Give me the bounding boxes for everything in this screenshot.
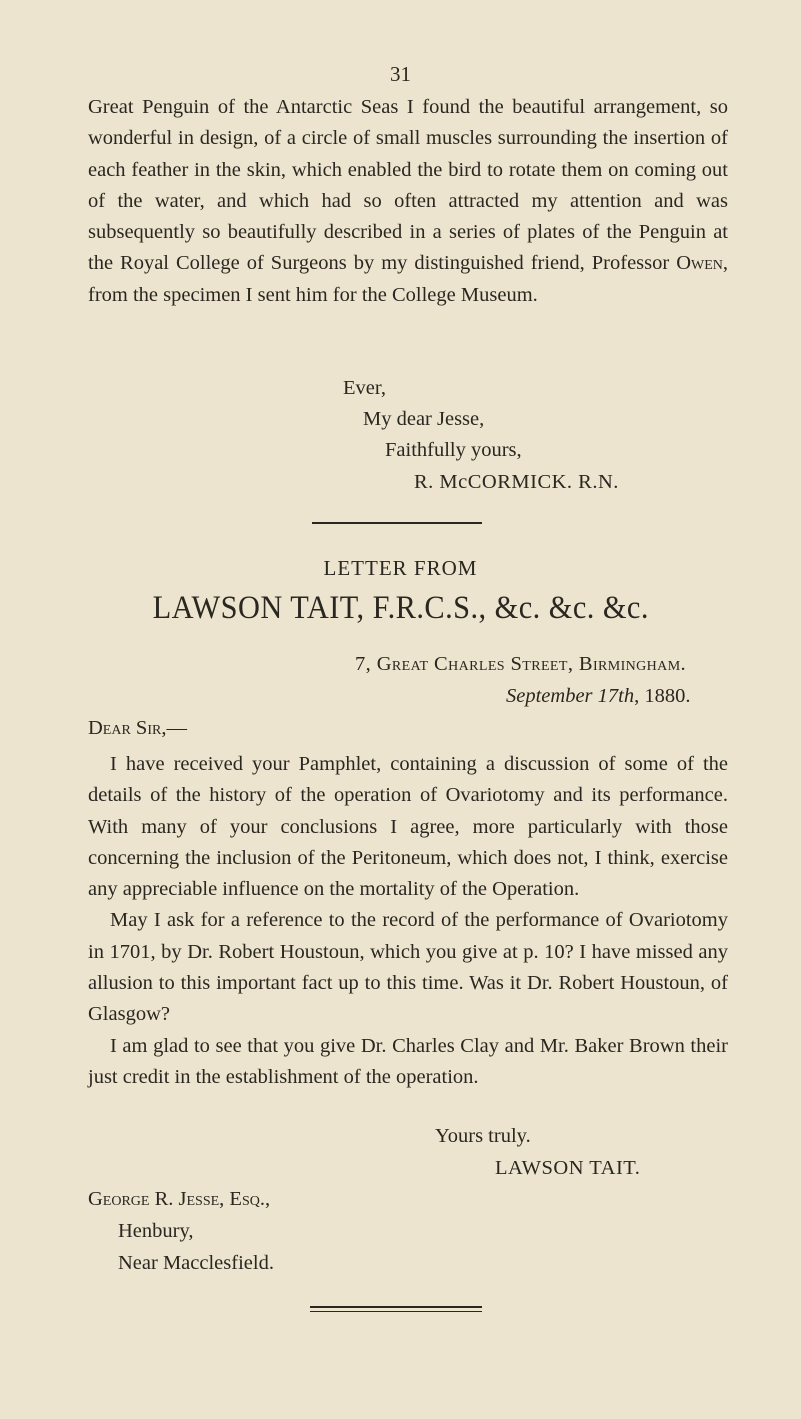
- closing-dear-jesse: My dear Jesse,: [363, 408, 485, 430]
- paragraph-penguin: [88, 92, 728, 311]
- date-year: , 1880.: [634, 685, 691, 707]
- closing-ever: Ever,: [343, 377, 387, 399]
- addressee-place: Henbury,: [118, 1220, 194, 1242]
- addressee-name: George R. Jesse, Esq.,: [88, 1188, 271, 1210]
- owen-name: Owen: [676, 252, 723, 275]
- address-date: [506, 685, 690, 708]
- signature-lawson-tait: LAWSON TAIT.: [495, 1157, 641, 1179]
- closing-faithfully: Faithfully yours,: [385, 439, 522, 461]
- paragraph-clay-brown: I am glad to see that you give Dr. Charles Clay and Mr. Baker Brown their just credit in the establishment of the operation.: [88, 1034, 728, 1088]
- closing-yours-truly: Yours truly.: [435, 1125, 531, 1147]
- letter-from-heading: LETTER FROM: [323, 556, 478, 580]
- lawson-tait-heading: [0, 590, 801, 627]
- end-divider: [310, 1306, 482, 1308]
- addressee-town: Near Macclesfield.: [118, 1252, 274, 1274]
- paragraph-penguin-text: Great Penguin of the Antarctic Seas I found the beautiful arrangement, so wonderful in design, of a circle of small muscles surrounding the insertion of each feather in the skin, which enabled the bird to rotate them on coming out of the water, and which had so often attracted my attention and was subsequently so beautifully described in a series of plates of the Penguin at the Royal College of Surgeons by my distinguished friend, Professor: [88, 96, 728, 275]
- paragraph-pamphlet: I have received your Pamphlet, containing a discussion of some of the details of the history of the operation of Ovariotomy and its performance. With many of your conclusions I agree, more particularly with those concerning the inclusion of the Peritoneum, which does not, I think, exercise any appreciable influence on the mortality of the Operation.: [88, 753, 728, 901]
- address-street: 7, Great Charles Street, Birmingham.: [355, 653, 687, 675]
- paragraph-penguin-end: , from the specimen I sent him for the College Museum.: [88, 252, 729, 306]
- paragraph-houstoun: May I ask for a reference to the record of the performance of Ovariotomy in 1701, by Dr. Robert Houstoun, which you give at p. 10? I have missed any allusion to this important fact up to this time. Was it Dr. Robert Houstoun, of Glasgow?: [88, 909, 728, 1026]
- date-day: 17th: [597, 685, 635, 707]
- section-divider: [312, 522, 482, 524]
- salutation: Dear Sir,—: [88, 717, 187, 739]
- lawson-tait-heading-text: LAWSON TAIT, F.R.C.S., &c. &c. &c.: [152, 590, 649, 626]
- signature-mccormick: R. McCORMICK. R.N.: [414, 471, 619, 493]
- date-month: September: [506, 685, 593, 707]
- page-number: 31: [390, 62, 411, 86]
- end-divider-thin: [310, 1311, 482, 1312]
- letter-body: [88, 749, 728, 1093]
